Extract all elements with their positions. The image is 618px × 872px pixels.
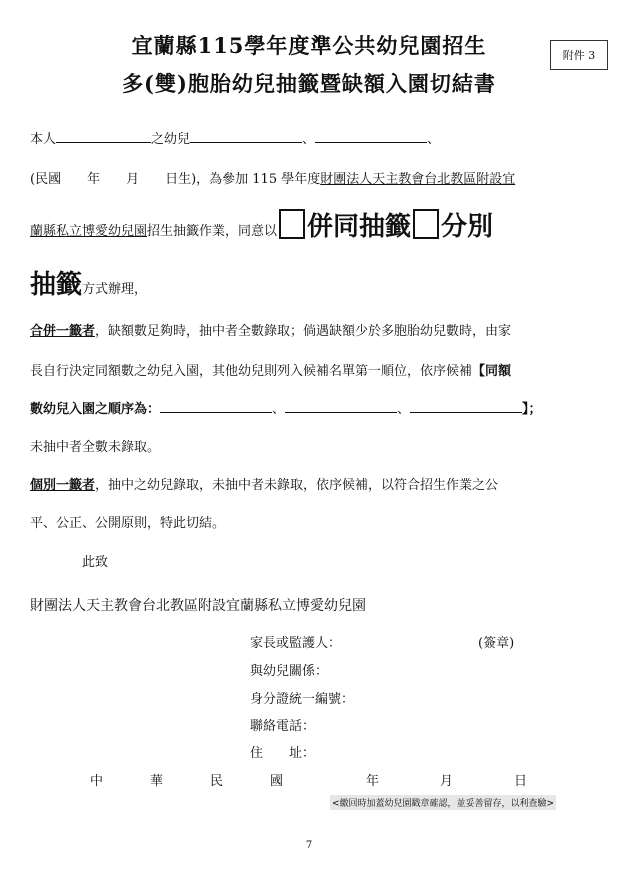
date-year-label: 年 [366,774,380,789]
option-checkbox-combined[interactable] [279,209,305,239]
order-blank-1[interactable] [160,399,272,413]
combined-paragraph-line4: 未抽中者全數未錄取。 [30,440,161,455]
guardian-label: 家長或監護人： [250,636,342,651]
agreement-text: 招生抽籤作業，同意以 [147,224,278,239]
seal-label: (簽章) [478,636,515,651]
child-name-blank-2[interactable] [315,129,427,143]
declarant-line [30,128,440,147]
combined-text1: ，缺額數足夠時，抽中者全數錄取；倘遇缺額少於多胞胎幼兒數時，由家 [95,324,512,339]
child-name-blank-1[interactable] [190,129,302,143]
separate-paragraph-line2: 平、公正、公開原則，特此切結。 [30,516,226,531]
date-char-min: 民 [210,774,224,789]
date-char-hua: 華 [150,774,164,789]
birthdate-line [30,168,515,187]
order-separator-1: 、 [272,402,286,417]
combined-text2a: 長自行決定同額數之幼兒入園，其他幼兒則列入候補名單第一順位，依序候補 [30,364,473,379]
combined-paragraph-line1 [30,320,511,339]
combined-paragraph-line3 [30,398,542,417]
order-separator-2: 、 [397,402,411,417]
id-number-label: 身分證統一編號： [250,692,355,707]
salutation: 此致 [82,555,109,570]
order-blank-2[interactable] [285,399,397,413]
date-month-label: 月 [440,774,454,789]
school-name-part2: 蘭縣私立博愛幼兒園 [30,224,148,239]
label-self: 本人 [30,132,57,147]
school-name-part1: 財團法人天主教會台北教區附設宜 [320,172,516,187]
parent-name-blank[interactable] [56,129,151,143]
label-child: 之幼兒 [151,132,191,147]
relation-label: 與幼兒關係： [250,664,329,679]
page-number: 7 [305,840,313,851]
option-separate-label-cont: 抽籤 [30,270,83,300]
stamp-note: <繳回時加蓋幼兒園戳章確認，並妥善留存，以利查驗> [330,795,556,810]
combined-text2b: 【同額 [472,364,512,379]
combined-paragraph-line2 [30,360,511,379]
combined-text3a: 數幼兒入園之順序為： [30,402,161,417]
phone-label: 聯絡電話： [250,719,316,734]
option-checkbox-separate[interactable] [413,209,439,239]
method-line [30,264,147,301]
recipient: 財團法人天主教會台北教區附設宜蘭縣私立博愛幼兒園 [30,598,366,614]
address-label: 住 址： [250,746,316,761]
agreement-line [30,206,493,243]
order-blank-3[interactable] [410,399,522,413]
date-char-zhong: 中 [90,774,104,789]
attachment-badge: 附件 3 [550,40,608,70]
separator-2: 、 [427,132,441,147]
separate-label: 個別一籤者 [30,478,96,493]
date-char-guo: 國 [270,774,284,789]
birthdate-text: (民國 年 月 日生)，為參加 115 學年度 [30,172,321,187]
date-day-label: 日 [514,774,528,789]
document-title-line1: 宜蘭縣115學年度準公共幼兒園招生 [131,33,487,58]
separator-1: 、 [302,132,316,147]
combined-label: 合併一籤者 [30,324,96,339]
separate-paragraph-line1 [30,474,498,493]
option-combined-label: 併同抽籤 [307,212,412,242]
separate-text1: ，抽中之幼兒錄取，未抽中者未錄取，依序候補，以符合招生作業之公 [95,478,499,493]
document-title-line2: 多(雙)胞胎幼兒抽籤暨缺額入園切結書 [122,71,496,96]
option-separate-label: 分別 [441,212,494,242]
combined-text3b: 】； [522,402,542,417]
method-text: 方式辦理， [82,282,148,297]
